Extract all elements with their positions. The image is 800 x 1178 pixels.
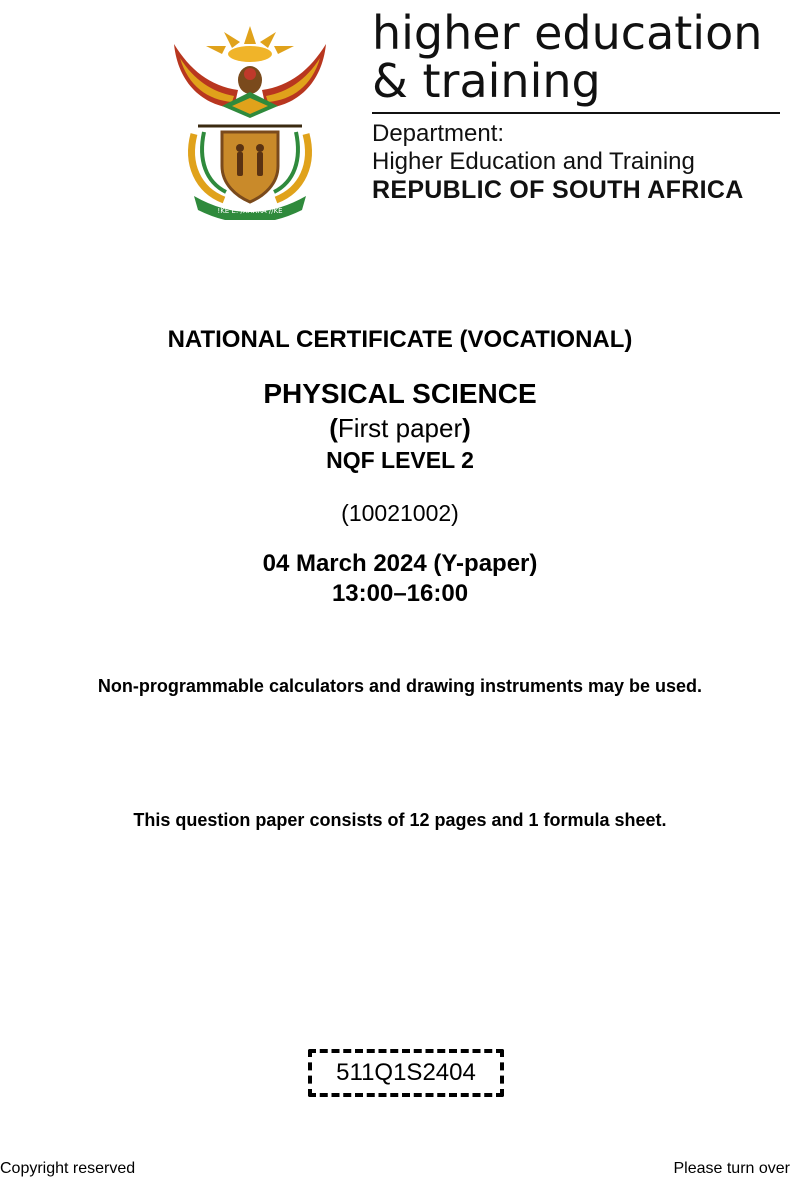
certificate-title: NATIONAL CERTIFICATE (VOCATIONAL)	[167, 326, 633, 353]
paper-id-box	[308, 1049, 504, 1097]
sun-icon	[206, 26, 294, 62]
paper-close-paren: )	[462, 413, 471, 443]
department-name: Higher Education and Training	[372, 148, 695, 175]
paper-id: 511Q1S2404	[336, 1059, 476, 1086]
page-count-note: This question paper consists of 12 pages and 1 formula sheet.	[133, 810, 667, 830]
subject-code: (10021002)	[341, 500, 459, 526]
department-label: Department:	[372, 120, 505, 147]
country-name: REPUBLIC OF SOUTH AFRICA	[372, 176, 744, 204]
coat-of-arms-logo	[164, 14, 336, 220]
subject-title: PHYSICAL SCIENCE	[263, 378, 537, 409]
brand-divider	[372, 112, 780, 114]
footer-turn-over: Please turn over	[673, 1160, 790, 1177]
nqf-level: NQF LEVEL 2	[326, 447, 474, 473]
brand-title-line1: higher education	[372, 6, 763, 60]
paper-title	[0, 413, 800, 444]
footer-copyright: Copyright reserved	[0, 1160, 136, 1177]
paper-open-paren: (	[329, 413, 338, 443]
calculator-note: Non-programmable calculators and drawing instruments may be used.	[97, 676, 703, 696]
paper-name: First paper	[337, 413, 463, 443]
exam-date: 04 March 2024 (Y-paper)	[262, 550, 538, 577]
exam-time: 13:00–16:00	[331, 580, 469, 607]
brand-title-line2: & training	[372, 54, 601, 108]
crest-motto: !KE E: /XARRA //KE	[217, 207, 283, 215]
